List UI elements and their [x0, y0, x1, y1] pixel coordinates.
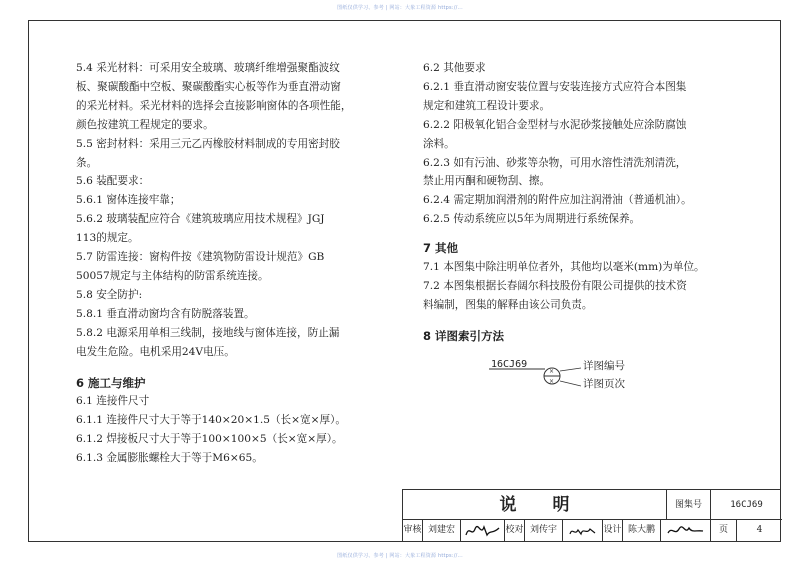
svg-text:×: ×: [549, 367, 555, 375]
section-7-heading: 7 其他: [423, 241, 459, 256]
text-line: 6.2.1 垂直滑动窗安装位置与安装连接方式应符合本图集: [423, 80, 687, 93]
design-name: 陈大鹏: [623, 520, 661, 542]
text-line: 6.1 连接件尺寸: [76, 395, 150, 408]
text-line: 5.6 装配要求：: [76, 175, 150, 188]
page-number: 4: [756, 525, 763, 535]
section-8-heading: 8 详图索引方法: [423, 328, 505, 343]
text-line: 5.6.1 窗体连接牢靠；: [76, 194, 181, 207]
detail-index-diagram: [423, 350, 773, 408]
section-6-2: [423, 59, 773, 229]
check-signature: [567, 521, 599, 541]
section-7: [423, 258, 773, 315]
diagram-label-number: 详图编号: [583, 359, 625, 372]
check-name: 刘传宇: [525, 520, 563, 542]
title-block-title: 说明: [403, 490, 667, 520]
atlas-number: 16CJ69: [711, 490, 782, 520]
text-line: 6.2.4 需定期加润滑剂的附件应加注润滑油（普通机油）。: [423, 194, 692, 207]
section-5-6-to-5-8: [76, 172, 406, 361]
text-line: 6.1.2 焊接板尺寸大于等于100×100×5（长×宽×厚）。: [76, 433, 343, 446]
page-label: 页: [711, 520, 737, 542]
svg-text:×: ×: [549, 377, 555, 385]
text-line: 113的规定。: [76, 232, 139, 245]
text-line: 6.2 其他要求: [423, 62, 486, 74]
section-5-4: [76, 59, 406, 135]
text-line: 5.6.2 玻璃装配应符合《建筑玻璃应用技术规程》JGJ: [76, 213, 325, 226]
design-signature: [665, 521, 707, 541]
text-line: 料编制，图集的解释由该公司负责。: [423, 298, 593, 311]
text-line: 禁止用丙酮和硬物刮、擦。: [423, 175, 551, 188]
spacer: [423, 229, 773, 239]
section-6-heading: 6 施工与维护: [76, 375, 146, 390]
text-line: 颜色按建筑工程规定的要求。: [76, 118, 214, 131]
text-line: 板、聚碳酸酯中空板、聚碳酸酯实心板等作为垂直滑动窗: [76, 80, 341, 93]
text-line: 5.7 防雷连接：窗构件按《建筑物防雷设计规范》GB: [76, 251, 325, 264]
review-name: 刘建宏: [423, 520, 461, 542]
review-label: 审核: [403, 520, 423, 542]
text-line: 5.5 密封材料：采用三元乙丙橡胶材料制成的专用密封胶: [76, 137, 340, 150]
section-5-5: [76, 135, 406, 173]
left-column: [76, 59, 406, 468]
text-line: 6.1.1 连接件尺寸大于等于140×20×1.5（长×宽×厚）。: [76, 414, 346, 427]
section-6-1: [76, 392, 406, 468]
text-line: 5.8.1 垂直滑动窗均含有防脱落装置。: [76, 307, 255, 320]
text-line: 6.1.3 金属膨胀螺栓大于等于M6×65。: [76, 452, 263, 465]
review-signature: [463, 521, 503, 541]
diagram-label-page: 详图页次: [583, 377, 625, 390]
title-block: [402, 489, 781, 542]
text-line: 6.2.5 传动系统应以5年为周期进行系统保养。: [423, 213, 641, 226]
text-line: 50057规定与主体结构的防雷系统连接。: [76, 269, 269, 282]
text-line: 规定和建筑工程设计要求。: [423, 99, 551, 112]
text-line: 5.8.2 电源采用单相三线制，接地线与窗体连接，防止漏: [76, 326, 340, 339]
text-line: 6.2.3 如有污油、砂浆等杂物，可用水溶性清洗剂清洗，: [423, 156, 687, 169]
design-label: 设计: [603, 520, 623, 542]
text-line: 5.4 采光材料：可采用安全玻璃、玻璃纤维增强聚酯波纹: [76, 62, 340, 74]
text-line: 电发生危险。电机采用24V电压。: [76, 345, 235, 358]
text-line: 5.8 安全防护:: [76, 288, 143, 301]
diagram-atlas-code: 16CJ69: [491, 358, 528, 370]
atlas-label: 图集号: [667, 490, 711, 520]
text-line: 涂料。: [423, 137, 455, 150]
spacer: [76, 362, 406, 374]
text-line: 7.1 本图集中除注明单位者外，其他均以毫米(mm)为单位。: [423, 261, 705, 274]
text-line: 条。: [76, 156, 98, 169]
text-line: 的采光材料。采光材料的选择会直接影响窗体的各项性能，: [76, 99, 352, 112]
spacer: [423, 315, 773, 327]
bottom-watermark: 图纸仅供学习、参考 | 网站：大象工程资源 https://...: [337, 553, 463, 559]
text-line: 7.2 本图集根据长春阔尔科技股份有限公司提供的技术资: [423, 279, 687, 292]
right-column: [423, 59, 773, 408]
text-line: 6.2.2 阳极氧化铝合金型材与水泥砂浆接触处应涂防腐蚀: [423, 118, 687, 131]
check-label: 校对: [505, 520, 525, 542]
top-watermark: 图纸仅供学习、参考 | 网站：大象工程资源 https://...: [337, 5, 463, 11]
